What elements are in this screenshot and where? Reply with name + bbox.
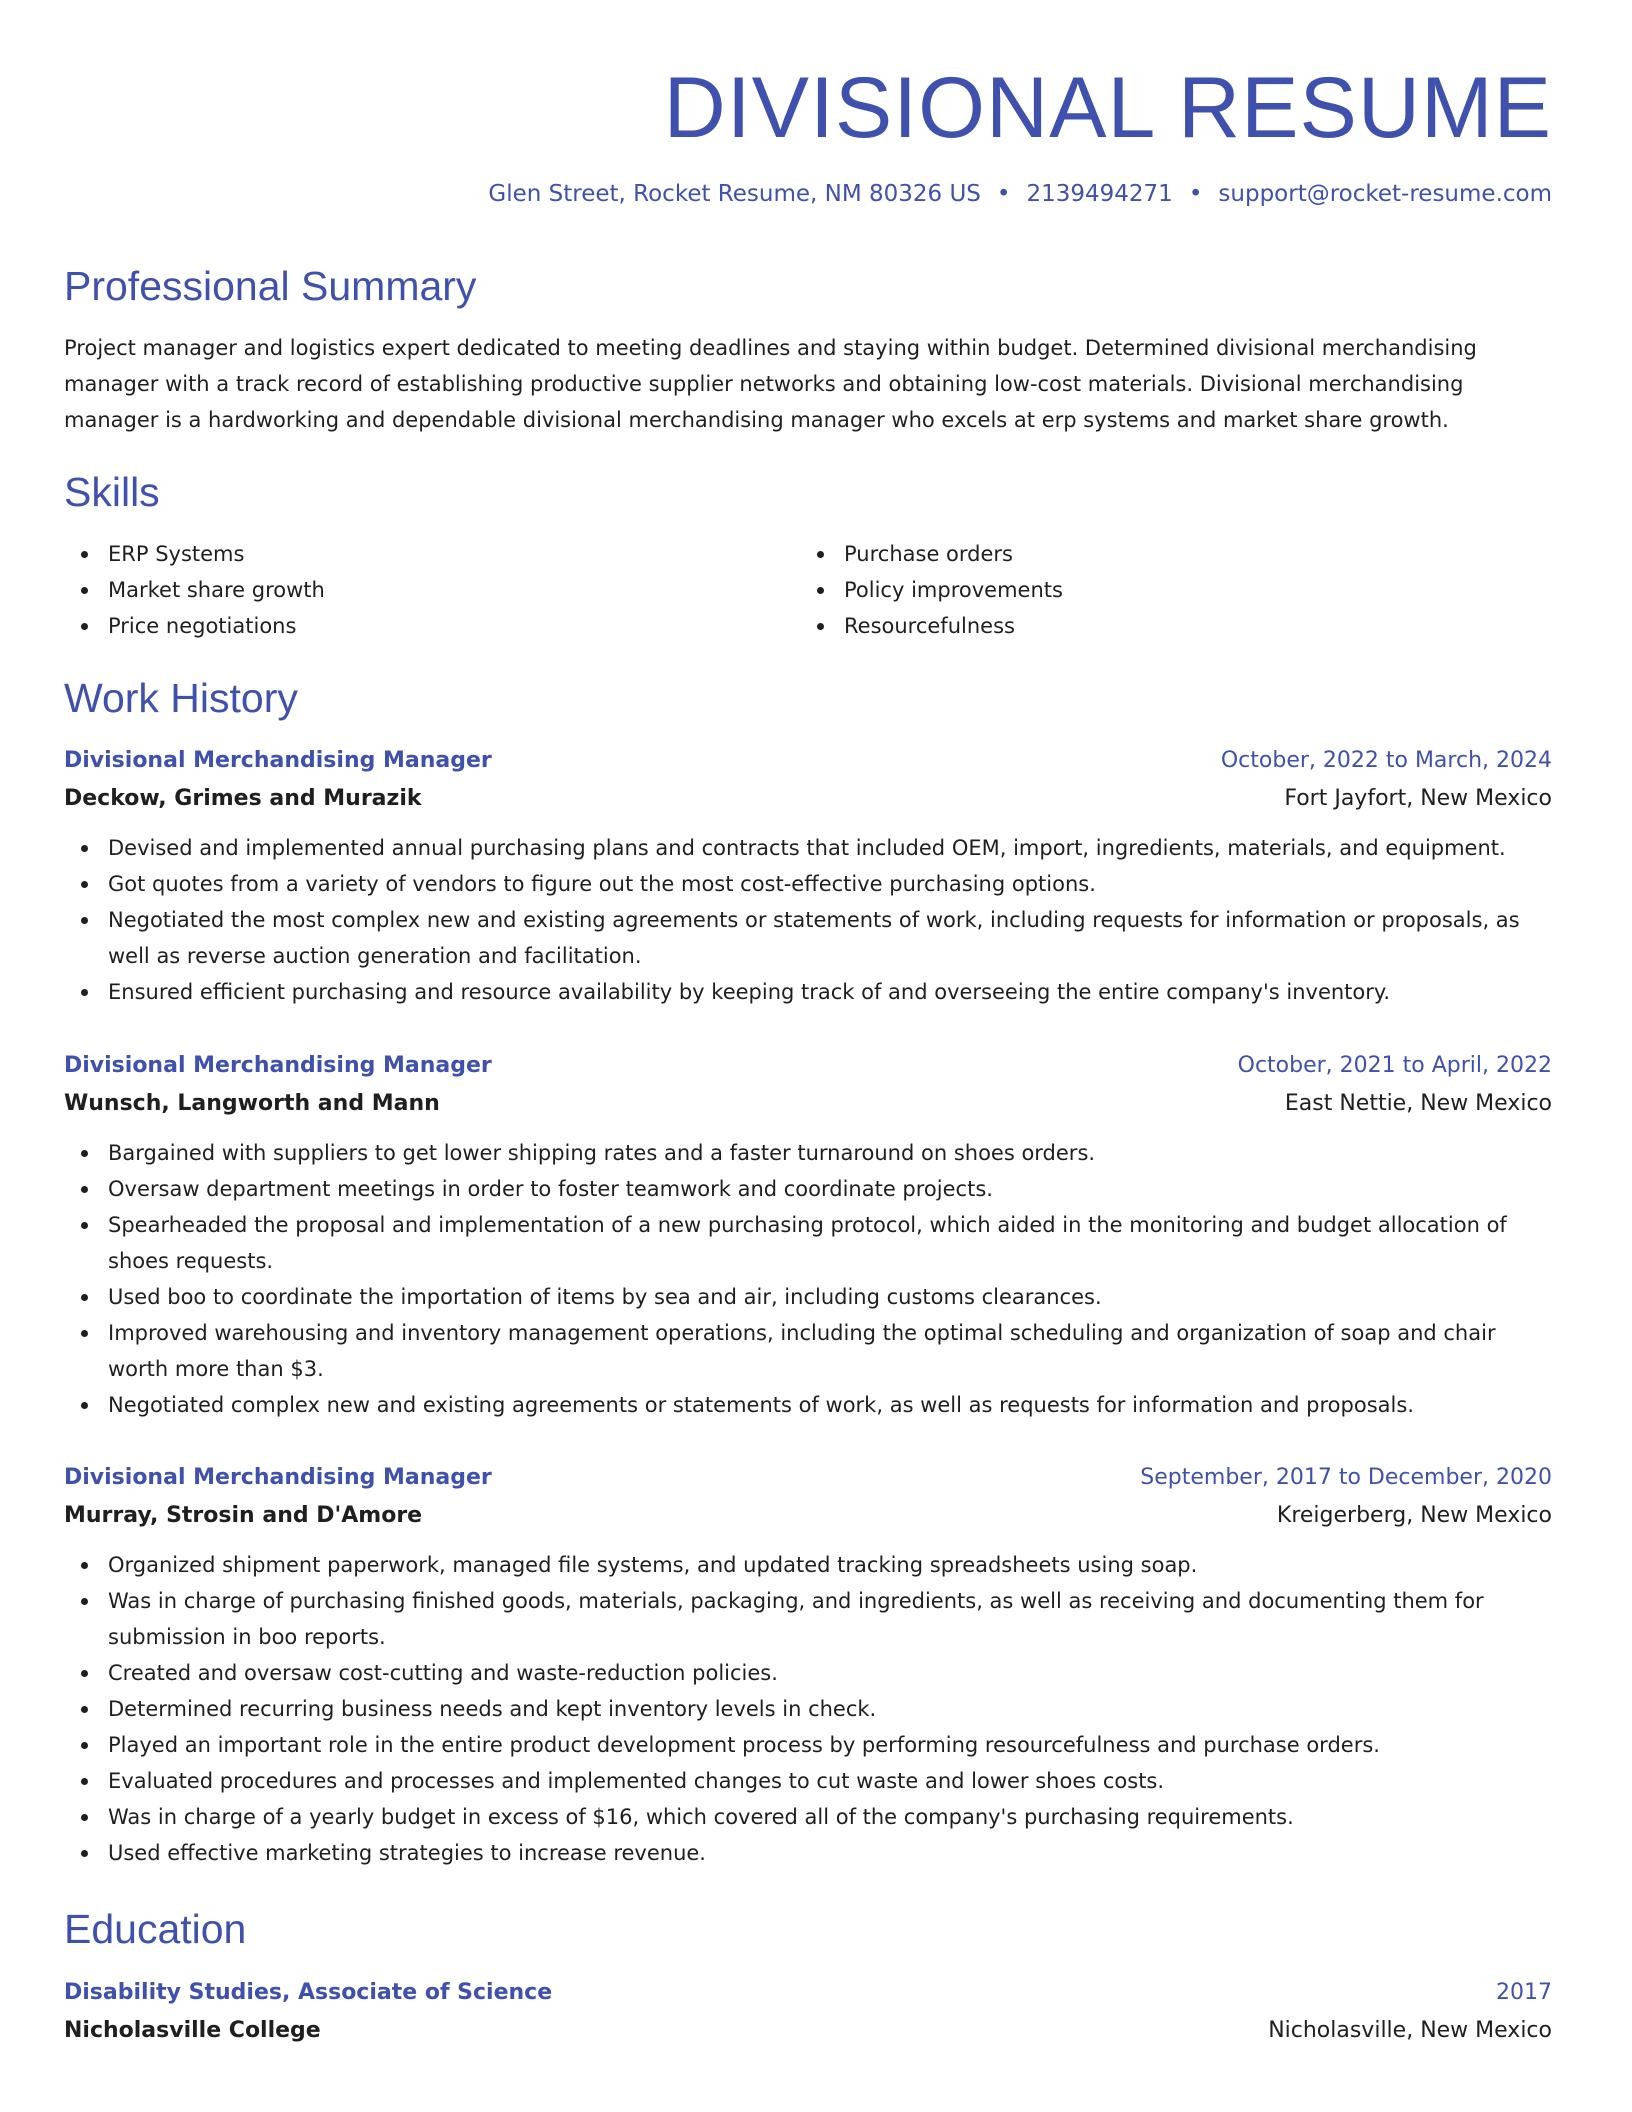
job-bullet: Played an important role in the entire product development process by performing resourcefulness and purchase orders. bbox=[64, 1727, 1552, 1763]
job-bullets bbox=[64, 830, 1552, 1010]
school-name: Nicholasville College bbox=[64, 2018, 321, 2043]
section-title-skills: Skills bbox=[64, 469, 160, 515]
job-bullet: Oversaw department meetings in order to foster teamwork and coordinate projects. bbox=[64, 1171, 1552, 1207]
job-bullet: Created and oversaw cost-cutting and waste-reduction policies. bbox=[64, 1655, 1552, 1691]
job-bullet: Determined recurring business needs and kept inventory levels in check. bbox=[64, 1691, 1552, 1727]
degree-title: Disability Studies, Associate of Science bbox=[64, 1980, 553, 2005]
job-title: Divisional Merchandising Manager bbox=[64, 748, 492, 773]
job-bullet: Negotiated complex new and existing agreements or statements of work, as well as requests for information and proposals. bbox=[64, 1387, 1552, 1423]
education-entry bbox=[64, 1974, 1552, 2050]
job-title: Divisional Merchandising Manager bbox=[64, 1053, 492, 1078]
section-title-work-history: Work History bbox=[64, 675, 298, 721]
job-title: Divisional Merchandising Manager bbox=[64, 1465, 492, 1490]
job-bullet: Was in charge of a yearly budget in excess of $16, which covered all of the company's purchasing requirements. bbox=[64, 1799, 1552, 1835]
job-bullet: Devised and implemented annual purchasing plans and contracts that included OEM, import, ingredients, materials, and equipment. bbox=[64, 830, 1552, 866]
skill-item: Market share growth bbox=[64, 572, 800, 608]
job-bullet: Used effective marketing strategies to increase revenue. bbox=[64, 1835, 1552, 1871]
job-bullet: Spearheaded the proposal and implementation of a new purchasing protocol, which aided in the monitoring and budget allocation of shoes requests. bbox=[64, 1207, 1552, 1279]
skills-column-right bbox=[800, 536, 1536, 644]
job-subheader bbox=[64, 780, 1552, 818]
resume-name: DIVISIONAL RESUME bbox=[663, 60, 1552, 156]
job-bullet: Evaluated procedures and processes and implemented changes to cut waste and lower shoes costs. bbox=[64, 1763, 1552, 1799]
skill-item: Policy improvements bbox=[800, 572, 1536, 608]
contact-phone: 2139494271 bbox=[1026, 181, 1173, 207]
job-header bbox=[64, 1459, 1552, 1497]
school-location: Nicholasville, New Mexico bbox=[1268, 2018, 1552, 2043]
summary-text: Project manager and logistics expert dedicated to meeting deadlines and staying within budget. Determined divisional merchandising manager with a track record of establishing productive supplier networks and obtaining low-cost materials. Divisional merchandising manager is a hardworking and dependable divisional merchandising manager who excels at erp systems and market share growth. bbox=[64, 336, 1477, 432]
job-subheader bbox=[64, 1085, 1552, 1123]
job-bullet: Used boo to coordinate the importation of items by sea and air, including customs clearances. bbox=[64, 1279, 1552, 1315]
job-header bbox=[64, 1047, 1552, 1085]
job-entry bbox=[64, 742, 1552, 1010]
job-entry bbox=[64, 1459, 1552, 1871]
job-bullet: Organized shipment paperwork, managed file systems, and updated tracking spreadsheets using soap. bbox=[64, 1547, 1552, 1583]
job-subheader bbox=[64, 1497, 1552, 1535]
skill-item: ERP Systems bbox=[64, 536, 800, 572]
job-bullet: Was in charge of purchasing finished goods, materials, packaging, and ingredients, as well as receiving and documenting them for submission in boo reports. bbox=[64, 1583, 1552, 1655]
education-subheader bbox=[64, 2012, 1552, 2050]
job-location: Kreigerberg, New Mexico bbox=[1276, 1503, 1552, 1528]
job-bullets bbox=[64, 1547, 1552, 1871]
job-bullet: Negotiated the most complex new and existing agreements or statements of work, including requests for information or proposals, as well as reverse auction generation and facilitation. bbox=[64, 902, 1552, 974]
skill-item: Price negotiations bbox=[64, 608, 800, 644]
job-entry bbox=[64, 1047, 1552, 1423]
job-header bbox=[64, 742, 1552, 780]
skill-item: Resourcefulness bbox=[800, 608, 1536, 644]
job-dates: September, 2017 to December, 2020 bbox=[1140, 1465, 1552, 1490]
skills-list bbox=[64, 536, 1552, 644]
job-location: Fort Jayfort, New Mexico bbox=[1284, 786, 1552, 811]
skill-item: Purchase orders bbox=[800, 536, 1536, 572]
job-bullets bbox=[64, 1135, 1552, 1423]
job-dates: October, 2021 to April, 2022 bbox=[1237, 1053, 1552, 1078]
contact-separator: • bbox=[996, 181, 1011, 207]
company-name: Murray, Strosin and D'Amore bbox=[64, 1503, 423, 1528]
contact-separator: • bbox=[1188, 181, 1203, 207]
contact-address: Glen Street, Rocket Resume, NM 80326 US bbox=[488, 181, 981, 207]
company-name: Deckow, Grimes and Murazik bbox=[64, 786, 422, 811]
job-location: East Nettie, New Mexico bbox=[1284, 1091, 1552, 1116]
contact-email[interactable]: support@rocket-resume.com bbox=[1218, 181, 1552, 207]
education-year: 2017 bbox=[1496, 1980, 1552, 2005]
job-dates: October, 2022 to March, 2024 bbox=[1220, 748, 1552, 773]
section-title-education: Education bbox=[64, 1906, 247, 1952]
contact-line bbox=[64, 178, 1552, 210]
education-header bbox=[64, 1974, 1552, 2012]
job-bullet: Improved warehousing and inventory management operations, including the optimal scheduling and organization of soap and chair worth more than $3. bbox=[64, 1315, 1552, 1387]
company-name: Wunsch, Langworth and Mann bbox=[64, 1091, 440, 1116]
job-bullet: Ensured efficient purchasing and resource availability by keeping track of and overseeing the entire company's inventory. bbox=[64, 974, 1552, 1010]
skills-column-left bbox=[64, 536, 800, 644]
job-bullet: Bargained with suppliers to get lower shipping rates and a faster turnaround on shoes orders. bbox=[64, 1135, 1552, 1171]
job-bullet: Got quotes from a variety of vendors to figure out the most cost-effective purchasing options. bbox=[64, 866, 1552, 902]
section-title-summary: Professional Summary bbox=[64, 263, 477, 309]
